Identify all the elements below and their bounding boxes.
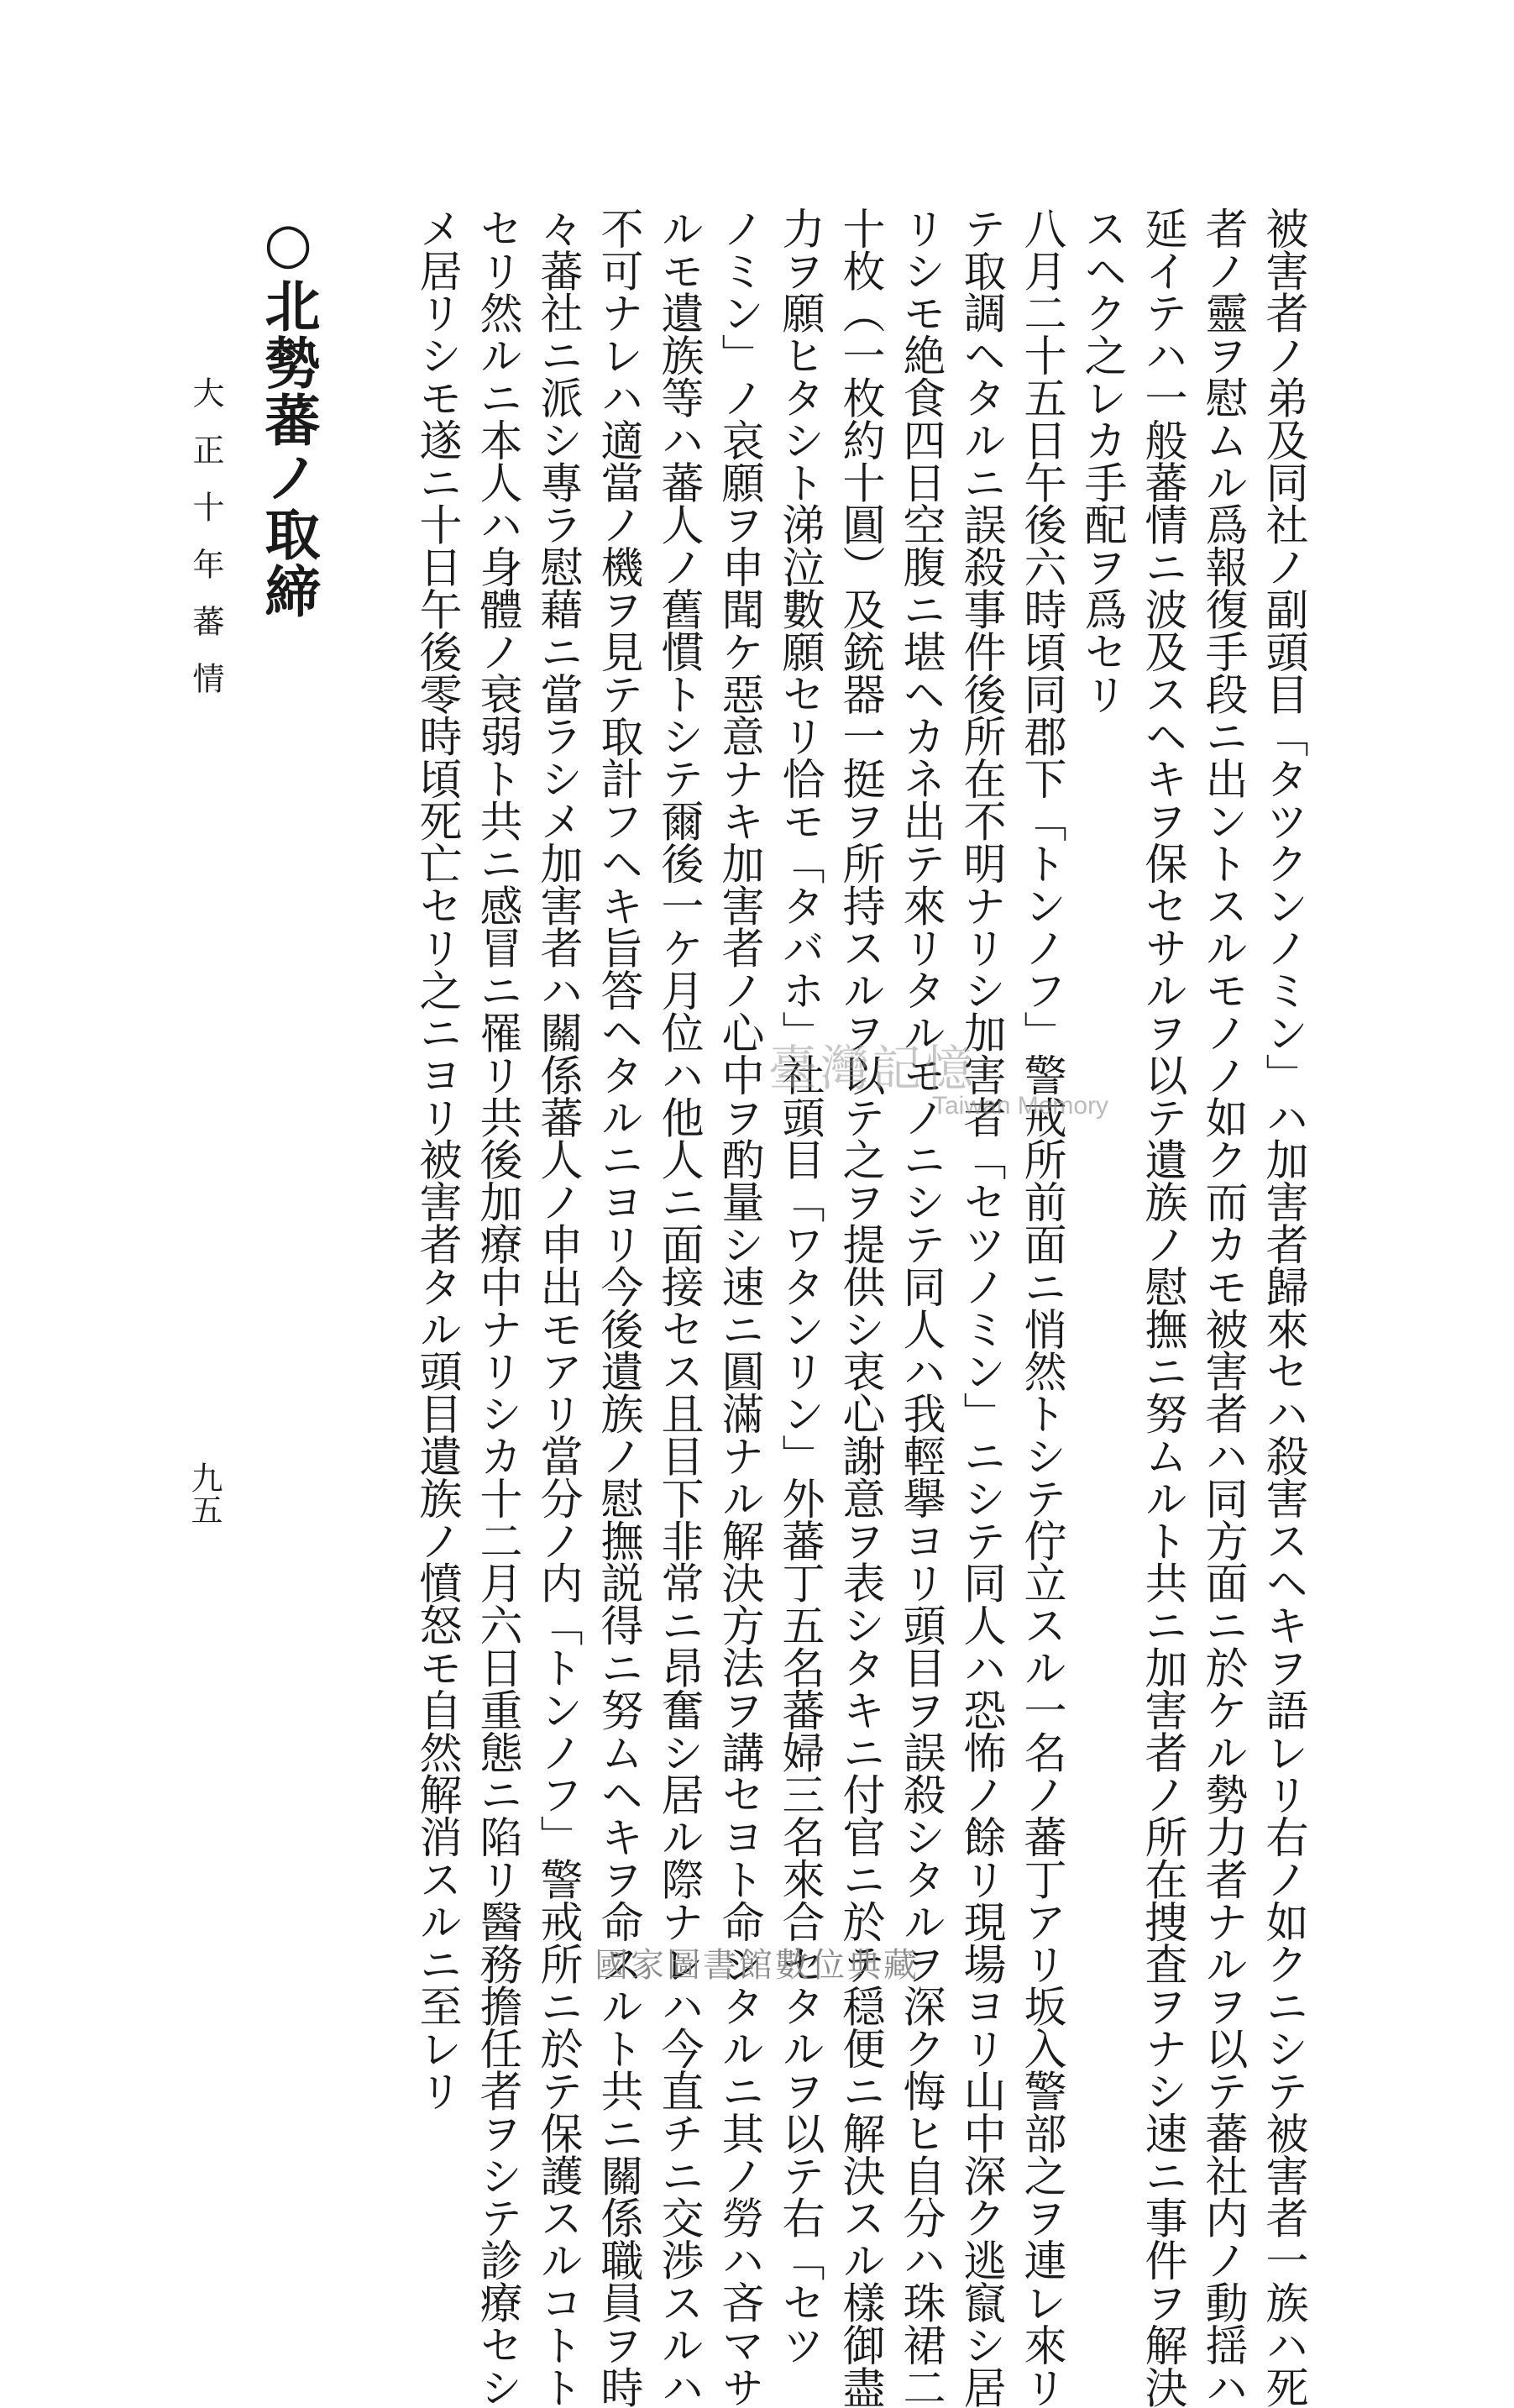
text-column: 十枚（一枚約十圓）及銃器一挺ヲ所持スルヲ以テ之ヲ提供シ衷心謝意ヲ表シタキニ付官ニ於テ穏便ニ解決スル樣御盡 [835, 207, 884, 2408]
text-column: ノミン」ノ哀願ヲ申聞ケ惡意ナキ加害者ノ心中ヲ酌量シ速ニ圓滿ナル解決方法ヲ講セヨト命シタルニ其ノ勞ハ吝マサ [714, 207, 763, 2408]
page-number: 九五 [186, 1461, 223, 1525]
text-column: 八月二十五日午後六時頃同郡下「トンノフ」警戒所前面ニ悄然トシテ佇立スル一名ノ蕃丁アリ坂入警部之ヲ連レ來リ [1016, 207, 1066, 2408]
watermark: 臺灣記憶 [768, 1040, 977, 1097]
text-column: スヘク之レカ手配ヲ爲セリ [1077, 207, 1126, 715]
text-column: セリ然ルニ本人ハ身體ノ衰弱ト共ニ感冒ニ罹リ共後加療中ナリシカ十二月六日重態ニ陷リ醫務擔任者ヲシテ診療セシ [472, 207, 521, 2408]
watermark-subtext: Taiwan Memory [932, 1092, 1109, 1120]
text-column: メ居リシモ遂ニ十日午後零時頃死亡セリ之ニヨリ被害者タル頭目遺族ノ憤怒モ自然解消スルニ至レリ [411, 207, 461, 2112]
footer-credit: 國家圖書館數位典藏 [595, 1946, 919, 1985]
text-column: 被害者ノ弟及同社ノ副頭目「タツクンノミン」ハ加害者歸來セハ殺害スヘキヲ語レリ右ノ如クニシテ被害者一族ハ死 [1258, 207, 1307, 2408]
section-heading: ○北勢蕃ノ取締 [255, 210, 321, 620]
text-column: 延イテハ一般蕃情ニ波及スヘキヲ保セサルヲ以テ遺族ノ慰撫ニ努ムルト共ニ加害者ノ所在捜査ヲナシ速ニ事件ヲ解決 [1137, 207, 1187, 2408]
text-column: 者ノ靈ヲ慰ムル爲報復手段ニ出ントスルモノノ如ク而カモ被害者ハ同方面ニ於ケル勢力者ナルヲ以テ蕃社内ノ動揺ハ [1197, 207, 1247, 2408]
text-column: ルモ遺族等ハ蕃人ノ舊慣トシテ爾後一ケ月位ハ他人ニ面接セス且目下非常ニ昂奮シ居ル際ナレハ今直チニ交渉スルハ [653, 207, 703, 2408]
running-title: 大正十年蕃情 [187, 376, 224, 719]
text-column: 々蕃社ニ派シ專ラ慰藉ニ當ラシメ加害者ハ關係蕃人ノ申出モアリ當分ノ内「トンノフ」警戒所ニ於テ保護スルコトト [532, 207, 582, 2408]
text-column: テ取調ヘタルニ誤殺事件後所在不明ナリシ加害者「セツノミン」ニシテ同人ハ恐怖ノ餘リ現場ヨリ山中深ク逃竄シ居 [956, 207, 1005, 2408]
text-column: リシモ絶食四日空腹ニ堪ヘカネ出テ來リタルモノニシテ同人ハ我輕擧ヨリ頭目ヲ誤殺シタルヲ深ク悔ヒ自分ハ珠裙二 [895, 207, 945, 2408]
text-column: 不可ナレハ適當ノ機ヲ見テ取計フヘキ旨答ヘタルニヨリ今後遺族ノ慰撫説得ニ努ムヘキヲ命スルト共ニ關係職員ヲ時 [593, 207, 642, 2408]
text-column: 力ヲ願ヒタシト涕泣數願セリ恰モ「タバホ」社頭目「ワタンリン」外蕃丁五名蕃婦三名來合セタルヲ以テ右「セツ [774, 207, 824, 2366]
